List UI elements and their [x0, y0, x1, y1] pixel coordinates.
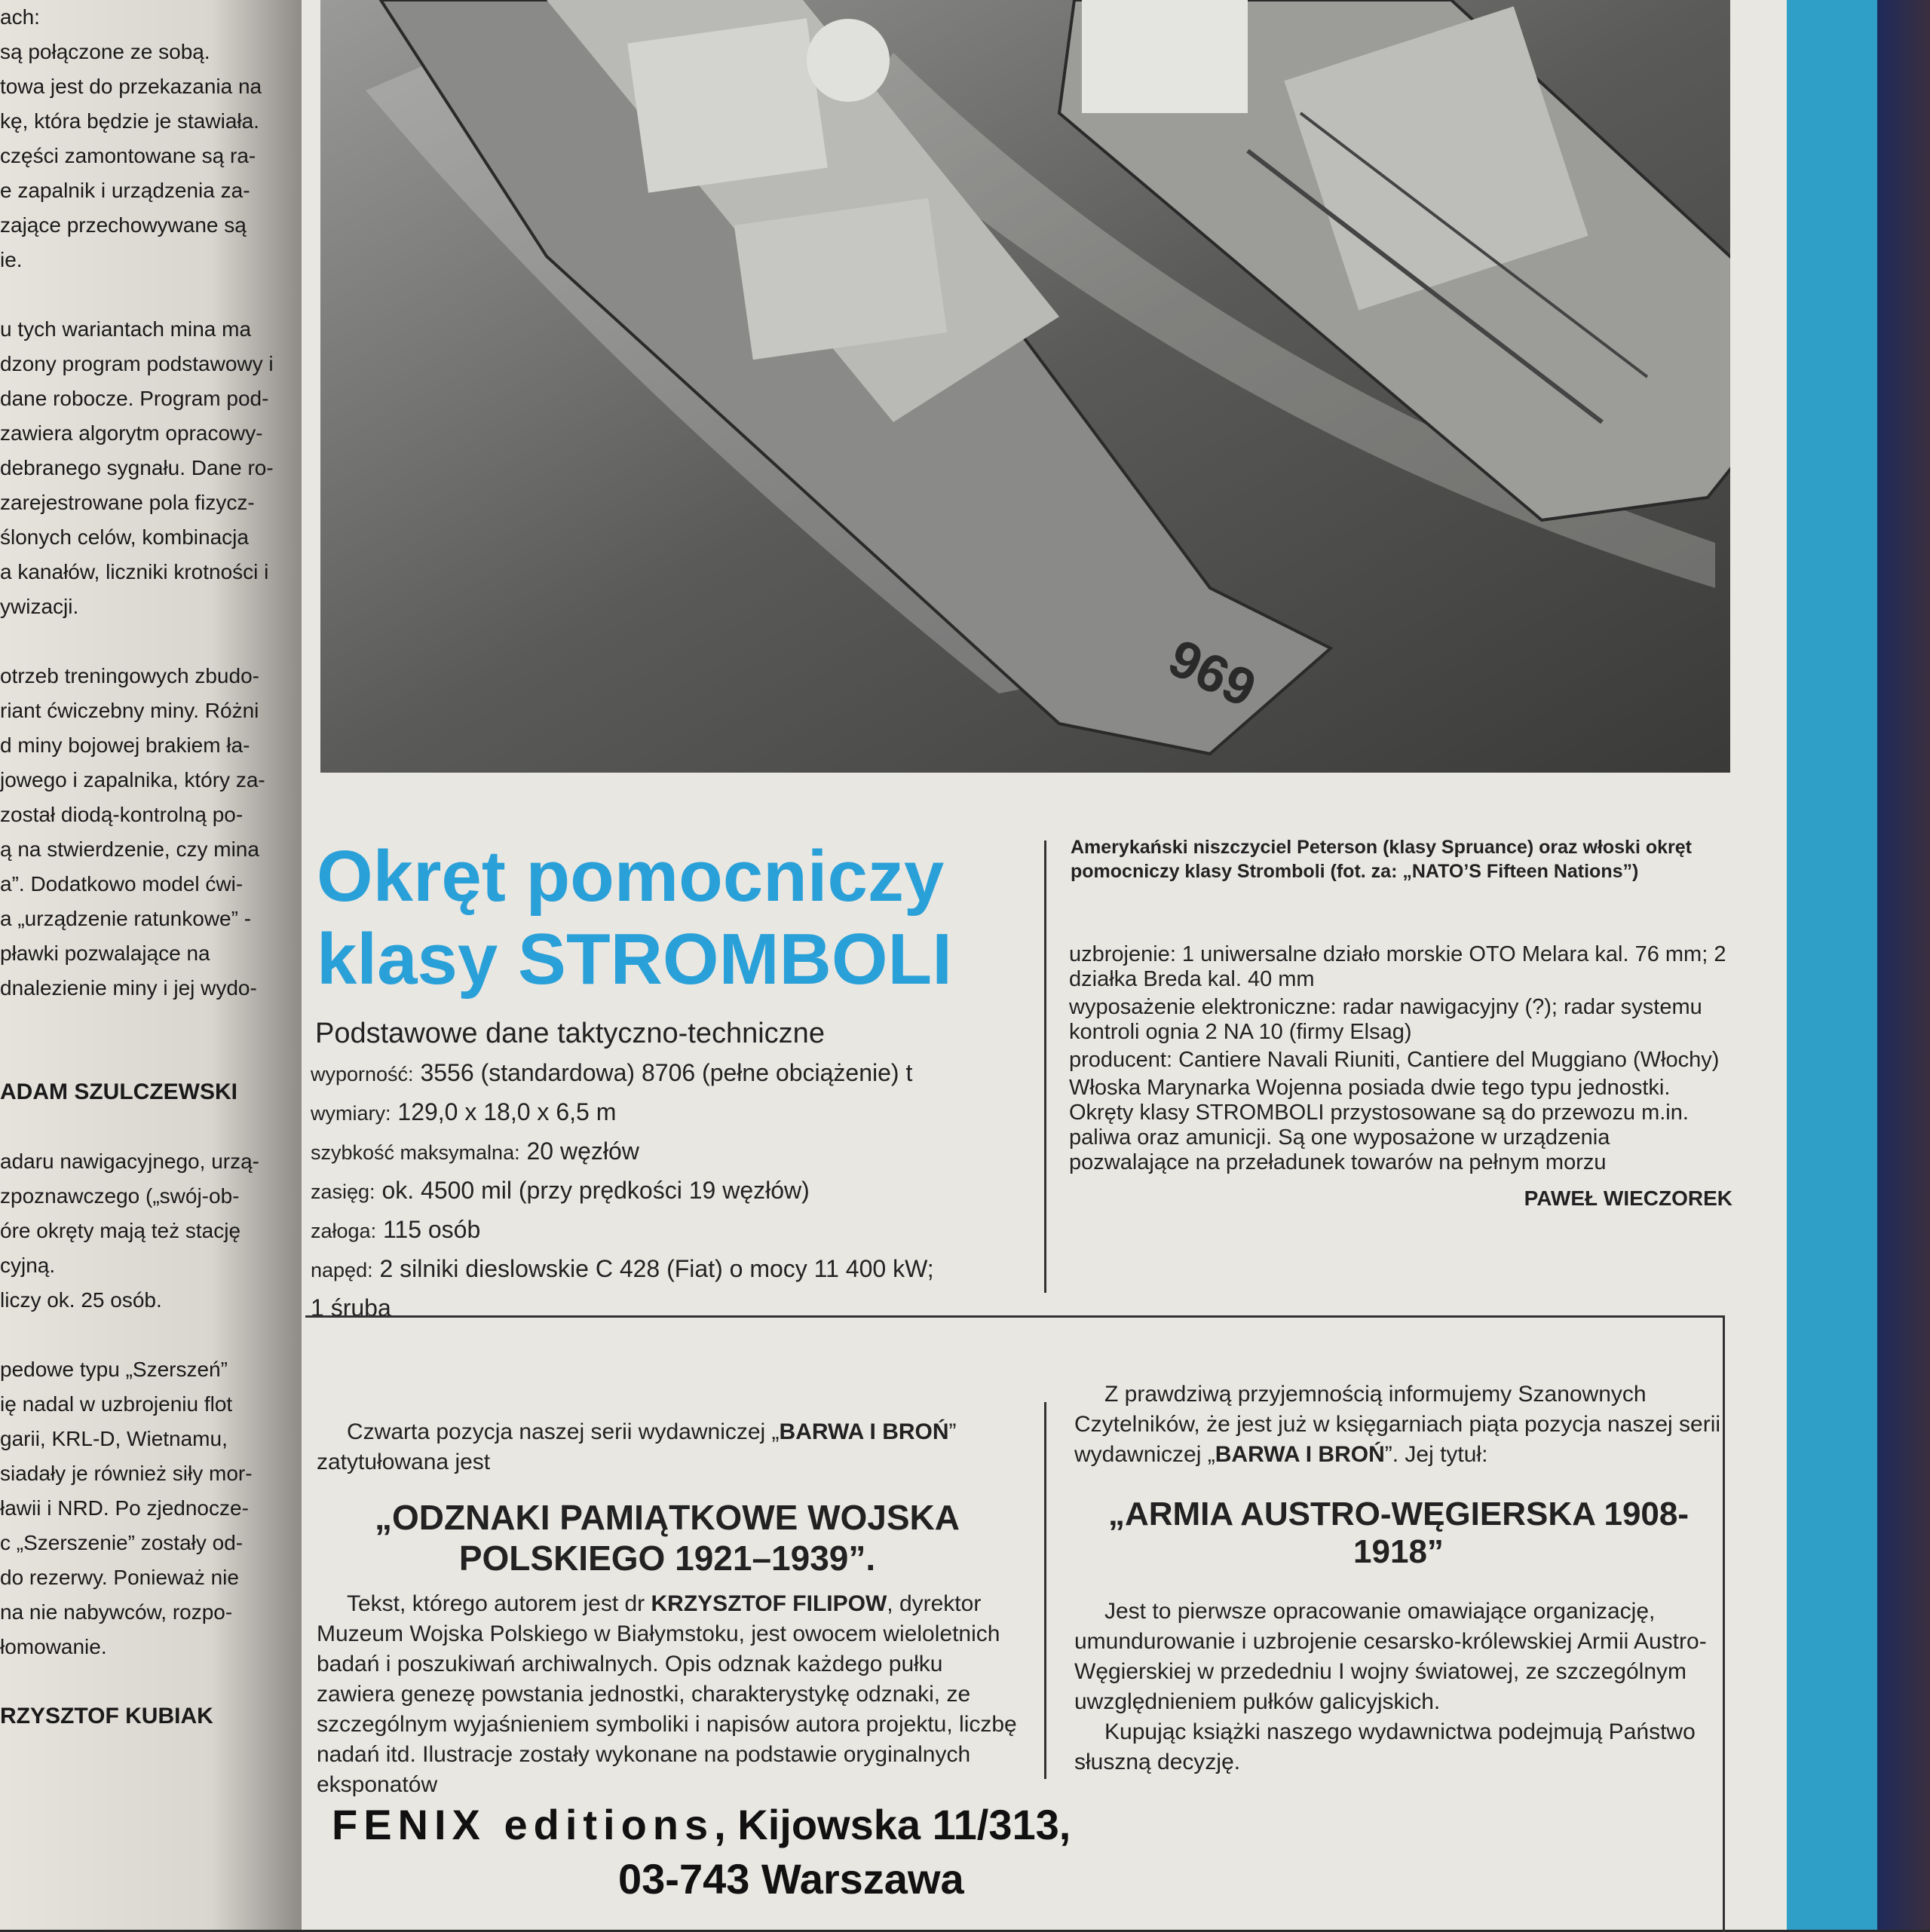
blue-page-edge [1787, 0, 1877, 1930]
spec-producer: producent: Cantiere Navali Riuniti, Cantiere del Muggiano (Włochy) [1069, 1048, 1720, 1072]
spec-value: 3556 (standardowa) 8706 (pełne obciążenie) t [413, 1059, 913, 1086]
left-column-line: óre okręty mają też stację [0, 1219, 241, 1242]
ships-illustration [320, 0, 1730, 773]
spec-value: 129,0 x 18,0 x 6,5 m [391, 1098, 617, 1125]
left-column-line [0, 1664, 279, 1699]
left-column-line: łomowanie. [0, 1635, 107, 1658]
spec-row [311, 1054, 1012, 1093]
left-column-line: części zamontowane są ra- [0, 144, 256, 167]
left-column-line: na nie nabywców, rozpo- [0, 1600, 233, 1624]
ad-divider [1044, 1402, 1046, 1779]
ad-left-column [317, 1417, 1018, 1800]
spec-row [311, 1132, 1012, 1171]
spec-key: załoga: [311, 1220, 377, 1242]
left-column-line: ię nadal w uzbrojeniu flot [0, 1392, 233, 1416]
article-title [317, 835, 952, 1001]
publisher-name: FENIX editions [332, 1801, 715, 1848]
left-column-line: dane robocze. Program pod- [0, 387, 269, 410]
left-column-line: ławii i NRD. Po zjednocze- [0, 1496, 249, 1520]
spec-key: wyporność: [311, 1063, 414, 1085]
left-column-line: otrzeb treningowych zbudo- [0, 664, 259, 687]
spec-value: 115 osób [376, 1216, 481, 1243]
left-column-line: jowego i zapalnika, który za- [0, 768, 265, 791]
left-column-line [0, 624, 279, 659]
left-column-line: zpoznawczego („swój-ob- [0, 1184, 240, 1208]
left-column-line: u tych wariantach mina ma [0, 317, 252, 341]
left-column-line: ślonych celów, kombinacja [0, 525, 249, 549]
article-author: PAWEŁ WIECZOREK [1524, 1186, 1732, 1210]
ad-left-body: Tekst, którego autorem jest dr KRZYSZTOF FILIPOW, dyrektor Muzeum Wojska Polskiego w Białymstoku, jest owocem wieloletnich badań i poszukiwań archiwalnych. Opis odznak każdego pułku zawiera genezę powstania jednostki, charakterystykę odznaki, ze szczególnym wyjaśnieniem symboliki i napisów autora projektu, liczbę nadań itd. Ilustracje zostały wykonane na podstawie oryginalnych eksponatów [317, 1591, 1017, 1797]
left-column-line: liczy ok. 25 osób. [0, 1288, 162, 1312]
spec-row [311, 1171, 1012, 1211]
spec-value: 20 węzłów [519, 1137, 639, 1165]
left-column-line [0, 1040, 279, 1075]
left-column-line: dnalezienie miny i jej wydo- [0, 976, 257, 1000]
left-column-line: e zapalnik i urządzenia za- [0, 179, 250, 202]
left-column-line: d miny bojowej brakiem ła- [0, 733, 250, 757]
ad-left-intro: Czwarta pozycja naszej serii wydawniczej „BARWA I BROŃ” zatytułowana jest [317, 1419, 957, 1474]
left-column-line: został diodą-kontrolną po- [0, 803, 244, 826]
left-column-line: pedowe typu „Szerszeń” [0, 1358, 228, 1381]
left-column-line: debranego sygnału. Dane ro- [0, 456, 274, 479]
left-column-line: ADAM SZULCZEWSKI [0, 1079, 237, 1104]
publisher-footer [309, 1798, 1440, 1906]
left-column-line [0, 277, 279, 312]
publisher-address-1: , Kijowska 11/313, [714, 1801, 1071, 1848]
ships-photo [320, 0, 1730, 773]
left-column-line: a”. Dodatkowo model ćwi- [0, 872, 244, 896]
spec-row [311, 1250, 1012, 1289]
spec-key: szybkość maksymalna: [311, 1141, 520, 1164]
column-divider [1044, 840, 1046, 1293]
left-column-line: siadały je również siły mor- [0, 1462, 253, 1485]
ad-right-body-2: Kupując książki naszego wydawnictwa podejmują Państwo słuszną decyzję. [1074, 1719, 1696, 1774]
left-column-line: kę, która będzie je stawiała. [0, 109, 259, 133]
series-name: BARWA I BROŃ [779, 1419, 949, 1444]
left-column-line: RZYSZTOF KUBIAK [0, 1704, 213, 1728]
left-column-line: ach: [0, 5, 40, 29]
left-column-line: adaru nawigacyjnego, urzą- [0, 1150, 259, 1173]
left-column-line: c „Szerszenie” zostały od- [0, 1531, 244, 1554]
left-column-line: a kanałów, liczniki krotności i [0, 560, 269, 583]
title-line-1: Okręt pomocniczy [317, 836, 945, 917]
publisher-address-2: 03-743 Warszawa [618, 1855, 964, 1903]
cover-edge [1877, 0, 1930, 1930]
title-line-2: klasy STROMBOLI [317, 919, 952, 1000]
left-column-line [0, 1006, 279, 1040]
spec-value: ok. 4500 mil (przy prędkości 19 węzłów) [375, 1177, 810, 1204]
spec-value: 2 silniki dieslowskie C 428 (Fiat) o mocy 11 400 kW; [372, 1255, 934, 1282]
left-column-line: ie. [0, 248, 23, 271]
spec-row [311, 1211, 1012, 1250]
book-title-odznaki: „ODZNAKI PAMIĄTKOWE WOJSKA POLSKIEGO 1921–1939”. [374, 1498, 960, 1578]
left-column-line: zające przechowywane są [0, 213, 247, 237]
series-name: BARWA I BROŃ [1215, 1442, 1385, 1467]
left-column-line: towa jest do przekazania na [0, 75, 262, 98]
photo-caption: Amerykański niszczyciel Peterson (klasy Spruance) oraz włoski okręt pomocniczy klasy Stromboli (fot. za: „NATO’S Fifteen Nations”) [1071, 837, 1692, 882]
spec-row [311, 1093, 1012, 1132]
ad-right-intro: Z prawdziwą przyjemnością informujemy Szanownych Czytelników, że jest już w księgarniach piąta pozycja naszej serii wydawniczej „BARWA I BROŃ”. Jej tytuł: [1074, 1382, 1721, 1467]
left-column-line: ywizacji. [0, 595, 79, 618]
left-column-line [0, 1318, 279, 1352]
right-specs [1069, 942, 1732, 1214]
ad-right-body-1: Jest to pierwsze opracowanie omawiające organizację, umundurowanie i uzbrojenie cesarsko-królewskiej Armii Austro-Węgierskiej w przededniu I wojny światowej, ze szczególnym uwzględnieniem pułków galicyjskich. [1074, 1599, 1707, 1714]
spec-electronics: wyposażenie elektroniczne: radar nawigacyjny (?); radar systemu kontroli ognia 2 NA 10 (firmy Elsag) [1069, 995, 1702, 1044]
left-column-text [0, 0, 279, 1734]
left-column-line: są połączone ze sobą. [0, 40, 210, 63]
left-column-line [0, 1110, 279, 1144]
left-column-line: pławki pozwalające na [0, 942, 210, 965]
book-author: KRZYSZTOF FILIPOW [651, 1591, 887, 1616]
left-column-line: do rezerwy. Ponieważ nie [0, 1566, 239, 1589]
ad-right-column [1074, 1379, 1723, 1777]
left-column-line: ą na stwierdzenie, czy mina [0, 837, 259, 861]
hull-number: 969 [1160, 627, 1265, 718]
left-column-line: dzony program podstawowy i [0, 352, 274, 375]
specs-heading: Podstawowe dane taktyczno-techniczne [315, 1018, 825, 1049]
left-column-line: a „urządzenie ratunkowe” - [0, 907, 252, 930]
book-title-armia: „ARMIA AUSTRO-WĘGIERSKA 1908-1918” [1107, 1496, 1690, 1570]
spec-key: zasięg: [311, 1180, 375, 1203]
left-column-line: zawiera algorytm opracowy- [0, 421, 263, 445]
left-page [0, 0, 302, 1930]
left-column-line: garii, KRL-D, Wietnamu, [0, 1427, 228, 1450]
spec-value: 1 śruba [311, 1294, 391, 1321]
left-column-line: riant ćwiczebny miny. Różni [0, 699, 259, 722]
spec-key: napęd: [311, 1259, 373, 1281]
left-column-line: cyjną. [0, 1254, 56, 1277]
specs-list [311, 1054, 1012, 1328]
spec-notes: Włoska Marynarka Wojenna posiada dwie tego typu jednostki. Okręty klasy STROMBOLI przystosowane są do przewozu m.in. paliwa oraz amunicji. Są one wyposażone w urządzenia pozwalające na przeładunek towarów na pełnym morzu [1069, 1076, 1689, 1174]
spec-key: wymiary: [311, 1102, 391, 1125]
left-column-line: zarejestrowane pola fizycz- [0, 491, 255, 514]
spec-armament: uzbrojenie: 1 uniwersalne działo morskie OTO Melara kal. 76 mm; 2 działka Breda kal. 40 mm [1069, 942, 1726, 991]
